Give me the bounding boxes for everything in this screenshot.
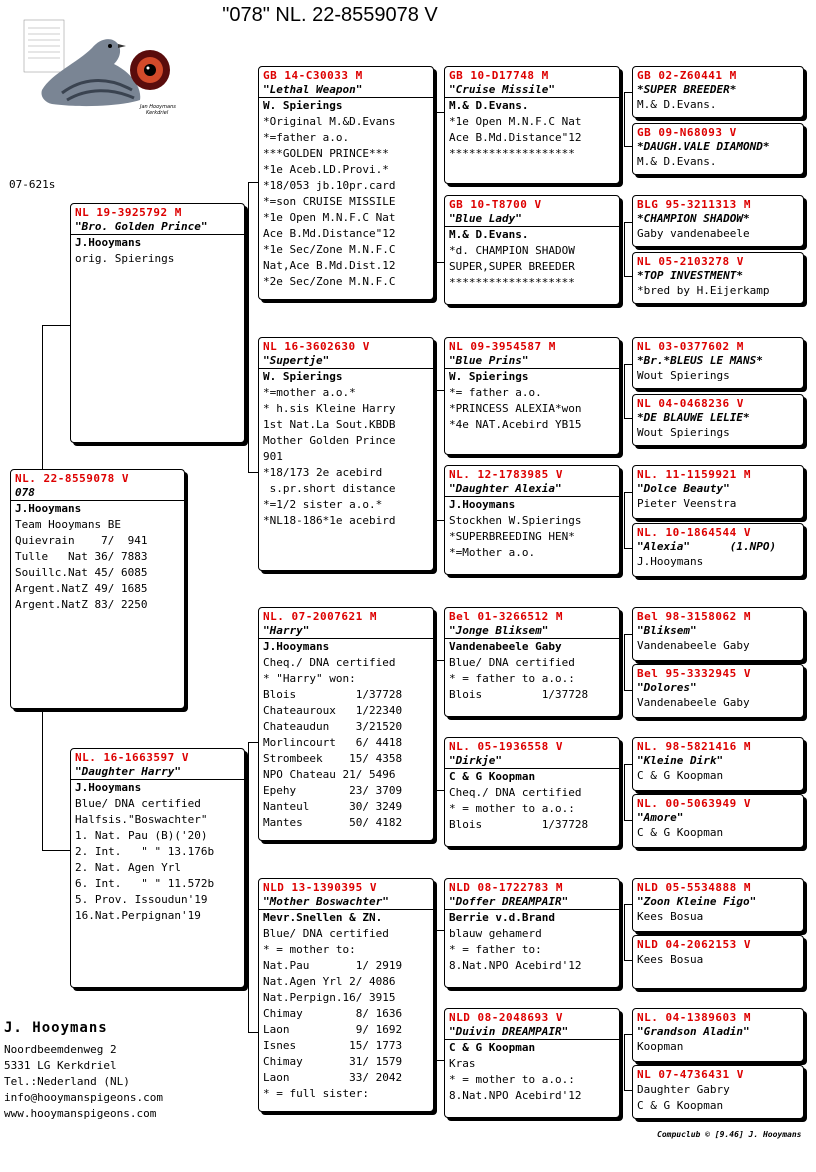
- pigeon-card-sd[interactable]: NL 16-3602630 V "Supertje" W. Spierings *=mother a.o.* * h.sis Kleine Harry 1st Nat.La Sout.KBDB Mother Golden Prince 901 *18/173 2e acebird s.pr.short distance *=1/2 sister a.o.* *NL18-186*1e acebird: [258, 337, 434, 571]
- pigeon-card-g4-15[interactable]: NL. 04-1389603 M "Grandson Aladin" Koopman: [632, 1008, 804, 1062]
- pigeon-card-subject[interactable]: NL. 22-8559078 V 078 J.Hooymans Team Hooymans BE Quievrain 7/ 941 Tulle Nat 36/ 7883 Souillc.Nat 45/ 6085 Argent.NatZ 49/ 1685 Argent.NatZ 83/ 2250: [10, 469, 185, 709]
- pigeon-card-dds[interactable]: NLD 08-1722783 M "Doffer DREAMPAIR" Berrie v.d.Brand blauw gehamerd * = father to: 8.Nat.NPO Acebird'12: [444, 878, 620, 988]
- pigeon-card-g4-4[interactable]: NL 05-2103278 V *TOP INVESTMENT* *bred by H.Eijerkamp: [632, 252, 804, 304]
- pigeon-logo: [22, 18, 182, 118]
- pigeon-card-ss[interactable]: GB 14-C30033 M "Lethal Weapon" W. Spierings *Original M.&D.Evans *=father a.o. ***GOLDEN PRINCE*** *1e Aceb.LD.Provi.* *18/053 jb.10pr.card *=son CRUISE MISSILE *1e Open M.N.F.C Nat Ace B.Md.Distance"12 *1e Sec/Zone M.N.F.C Nat,Ace B.Md.Dist.12 *2e Sec/Zone M.N.F.C: [258, 66, 434, 300]
- side-identifier: 07-621s: [9, 178, 56, 191]
- pigeon-card-dd[interactable]: NLD 13-1390395 V "Mother Boswachter" Mevr.Snellen & ZN. Blue/ DNA certified * = mother to: Nat.Pau 1/ 2919 Nat.Agen Yrl 2/ 4086 Nat.Perpign.16/ 3915 Chimay 8/ 1636 Laon 9/ 1692 Isnes 15/ 1773 Chimay 31/ 1579 Laon 33/ 2042 * = full sister:: [258, 878, 434, 1112]
- pigeon-card-g4-10[interactable]: Bel 95-3332945 V "Dolores" Vandenabeele Gaby: [632, 664, 804, 718]
- owner-email[interactable]: info@hooymanspigeons.com: [4, 1091, 163, 1104]
- owner-phone: Tel.:Nederland (NL): [4, 1075, 130, 1088]
- owner-info: [4, 1020, 163, 1122]
- pigeon-card-g4-5[interactable]: NL 03-0377602 M *Br.*BLEUS LE MANS* Wout Spierings: [632, 337, 804, 389]
- pigeon-card-g4-6[interactable]: NL 04-0468236 V *DE BLAUWE LELIE* Wout Spierings: [632, 394, 804, 446]
- owner-website[interactable]: www.hooymanspigeons.com: [4, 1107, 157, 1120]
- owner-postcode: 5331 LG Kerkdriel: [4, 1059, 117, 1072]
- pigeon-card-dam[interactable]: NL. 16-1663597 V "Daughter Harry" J.Hooymans Blue/ DNA certified Halfsis."Boswachter" 1. Nat. Pau (B)('20) 2. Int. " " 13.176b 2. Nat. Agen Yrl 6. Int. " " 11.572b 5. Prov. Issoudun'19 16.Nat.Perpignan'19: [70, 748, 245, 988]
- pigeon-card-ds[interactable]: NL. 07-2007621 M "Harry" J.Hooymans Cheq./ DNA certified * "Harry" won: Blois 1/37728 Chateauroux 1/22340 Chateaudun 3/21520 Morlincourt 6/ 4418 Strombeek 15/ 4358 NPO Chateau 21/ 5496 Epehy 23/ 3709 Nanteul 30/ 3249 Mantes 50/ 4182: [258, 607, 434, 841]
- pigeon-card-dss[interactable]: Bel 01-3266512 M "Jonge Bliksem" Vandenabeele Gaby Blue/ DNA certified * = father to a.o.: Blois 1/37728: [444, 607, 620, 717]
- owner-name: J. Hooymans: [4, 1020, 108, 1036]
- pigeon-card-g4-9[interactable]: Bel 98-3158062 M "Bliksem" Vandenabeele Gaby: [632, 607, 804, 661]
- pigeon-card-g4-16[interactable]: NL 07-4736431 V Daughter Gabry C & G Koopman: [632, 1065, 804, 1119]
- pigeon-card-sds[interactable]: NL 09-3954587 M "Blue Prins" W. Spierings *= father a.o. *PRINCESS ALEXIA*won *4e NAT.Acebird YB15: [444, 337, 620, 455]
- pigeon-card-sss[interactable]: GB 10-D17748 M "Cruise Missile" M.& D.Evans. *1e Open M.N.F.C Nat Ace B.Md.Distance"12 *******************: [444, 66, 620, 184]
- pigeon-card-g4-2[interactable]: GB 09-N68093 V *DAUGH.VALE DIAMOND* M.& D.Evans.: [632, 123, 804, 175]
- pigeon-card-g4-14[interactable]: NLD 04-2062153 V Kees Bosua: [632, 935, 804, 989]
- pigeon-card-g4-12[interactable]: NL. 00-5063949 V "Amore" C & G Koopman: [632, 794, 804, 848]
- svg-text:Kerkdriel: Kerkdriel: [146, 110, 169, 116]
- pigeon-card-g4-1[interactable]: GB 02-Z60441 M *SUPER BREEDER* M.& D.Evans.: [632, 66, 804, 118]
- pigeon-card-sdd[interactable]: NL. 12-1783985 V "Daughter Alexia" J.Hooymans Stockhen W.Spierings *SUPERBREEDING HEN* *=Mother a.o.: [444, 465, 620, 575]
- footer-credit: Compuclub © [9.46] J. Hooymans: [657, 1130, 802, 1139]
- page-title: "078" NL. 22-8559078 V: [222, 4, 438, 26]
- owner-address: Noordbeemdenweg 2: [4, 1043, 117, 1056]
- pigeon-card-g4-13[interactable]: NLD 05-5534888 M "Zoon Kleine Figo" Kees Bosua: [632, 878, 804, 932]
- pigeon-card-g4-3[interactable]: BLG 95-3211313 M *CHAMPION SHADOW* Gaby vandenabeele: [632, 195, 804, 247]
- pigeon-card-ddd[interactable]: NLD 08-2048693 V "Duivin DREAMPAIR" C & G Koopman Kras * = mother to a.o.: 8.Nat.NPO Acebird'12: [444, 1008, 620, 1118]
- pigeon-card-g4-8[interactable]: NL. 10-1864544 V "Alexia" (1.NPO) J.Hooymans: [632, 523, 804, 577]
- pigeon-card-ssd[interactable]: GB 10-T8700 V "Blue Lady" M.& D.Evans. *d. CHAMPION SHADOW SUPER,SUPER BREEDER *******************: [444, 195, 620, 305]
- pigeon-card-dsd[interactable]: NL. 05-1936558 V "Dirkje" C & G Koopman Cheq./ DNA certified * = mother to a.o.: Blois 1/37728: [444, 737, 620, 847]
- pigeon-card-g4-11[interactable]: NL. 98-5821416 M "Kleine Dirk" C & G Koopman: [632, 737, 804, 791]
- pigeon-card-sire[interactable]: NL 19-3925792 M "Bro. Golden Prince" J.Hooymans orig. Spierings: [70, 203, 245, 443]
- pigeon-card-g4-7[interactable]: NL. 11-1159921 M "Dolce Beauty" Pieter Veenstra: [632, 465, 804, 519]
- svg-text:Jan Hooymans: Jan Hooymans: [140, 104, 176, 110]
